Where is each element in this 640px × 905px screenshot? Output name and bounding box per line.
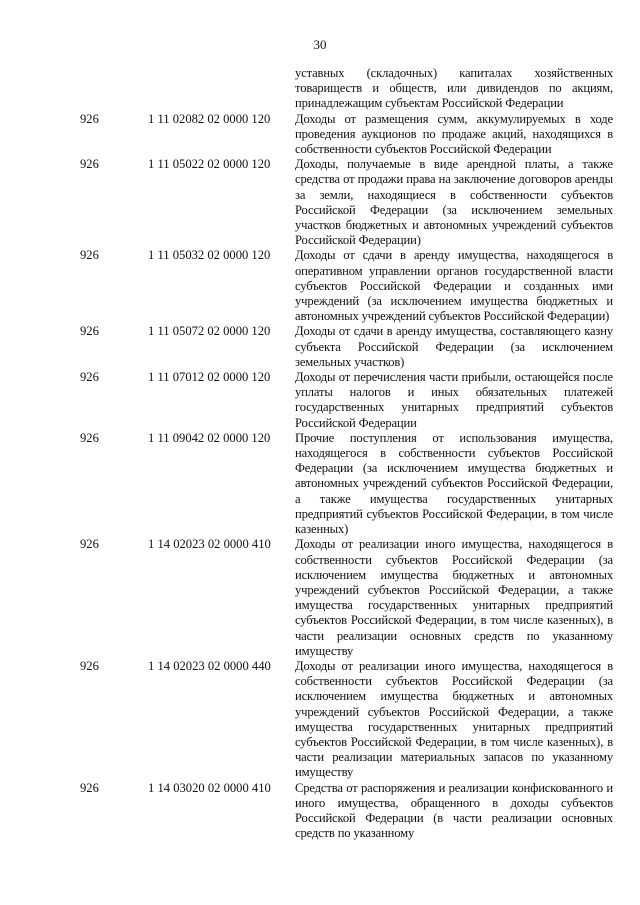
table-row (0, 324, 640, 370)
revenue-description: Доходы от сдачи в аренду имущества, составляющего казну субъекта Российской Федерации (за исключением земельных участков) (295, 324, 613, 369)
admin-code: 926 (80, 111, 99, 126)
admin-code: 926 (80, 157, 99, 172)
admin-code: 926 (80, 324, 99, 339)
table-row (0, 248, 640, 324)
budget-classification-code: 1 11 05032 02 0000 120 (148, 248, 271, 263)
admin-code: 926 (80, 370, 99, 385)
revenue-description: Доходы от размещения сумм, аккумулируемых в ходе проведения аукционов по продаже акций, находящихся в собственности субъектов Российской Федерации (295, 111, 613, 157)
budget-classification-code: 1 11 05072 02 0000 120 (148, 324, 271, 339)
budget-classification-code: 1 11 07012 02 0000 120 (148, 370, 271, 385)
table-row (0, 112, 640, 158)
table-row (0, 370, 640, 431)
page-number: 30 (313, 37, 327, 52)
admin-code: 926 (80, 430, 99, 445)
table-row (0, 157, 640, 248)
admin-code: 926 (80, 658, 99, 673)
revenue-description: Прочие поступления от использования имущества, находящегося в собственности субъектов Российской Федерации (за исключением имущества бюджетных и автономных учреждений субъектов Российской Федерации, а также имущества государственных унитарных предприятий субъектов Российской Федерации, в том числе казенных) (295, 430, 613, 537)
table-row (0, 781, 640, 842)
budget-classification-code: 1 11 09042 02 0000 120 (148, 430, 271, 445)
revenue-description: уставных (складочных) капиталах хозяйственных товариществ и обществ, или дивидендов по акциям, принадлежащим субъектам Российской Федерации (295, 66, 613, 111)
revenue-description: Доходы от реализации иного имущества, находящегося в собственности субъектов Российской Федерации (за исключением имущества бюджетных и автономных учреждений субъектов Российской Федерации, а также имущества государственных унитарных предприятий субъектов Российской Федерации, в том числе казенных), в части реализации материальных запасов по указанному имуществу (295, 658, 613, 780)
admin-code: 926 (80, 537, 99, 552)
table-row (0, 659, 640, 781)
budget-classification-code: 1 14 03020 02 0000 410 (148, 780, 271, 795)
budget-classification-code: 1 11 02082 02 0000 120 (148, 111, 271, 126)
admin-code: 926 (80, 780, 99, 795)
revenue-description: Доходы от перечисления части прибыли, остающейся после уплаты налогов и иных обязательных платежей государственных унитарных предприятий субъектов Российской Федерации (295, 370, 613, 430)
revenue-description: Доходы от реализации иного имущества, находящегося в собственности субъектов Российской Федерации (за исключением имущества бюджетных и автономных учреждений субъектов Российской Федерации, а также имущества государственных унитарных предприятий субъектов Российской Федерации, в том числе казенных), в части реализации основных средств по указанному имуществу (295, 537, 613, 658)
table-row (0, 537, 640, 659)
revenue-description: Доходы, получаемые в виде арендной платы, а также средства от продажи права на заключение договоров аренды за земли, находящиеся в собственности субъектов Российской Федерации (за исключением земельных участков бюджетных и автономных учреждений субъектов Российской Федерации) (295, 157, 613, 248)
revenue-codes-table (0, 66, 640, 841)
budget-classification-code: 1 14 02023 02 0000 410 (148, 537, 271, 552)
revenue-description: Средства от распоряжения и реализации конфискованного и иного имущества, обращенного в доходы субъектов Российской Федерации (в части реализации основных средств по указанному (295, 780, 613, 841)
admin-code: 926 (80, 248, 99, 263)
revenue-description: Доходы от сдачи в аренду имущества, находящегося в оперативном управлении органов государственной власти субъектов Российской Федерации и созданных ими учреждений (за исключением имущества бюджетных и автономных учреждений субъектов Российской Федерации) (295, 248, 613, 324)
budget-classification-code: 1 11 05022 02 0000 120 (148, 157, 271, 172)
table-row (0, 66, 640, 112)
budget-classification-code: 1 14 02023 02 0000 440 (148, 658, 271, 673)
table-row (0, 431, 640, 537)
